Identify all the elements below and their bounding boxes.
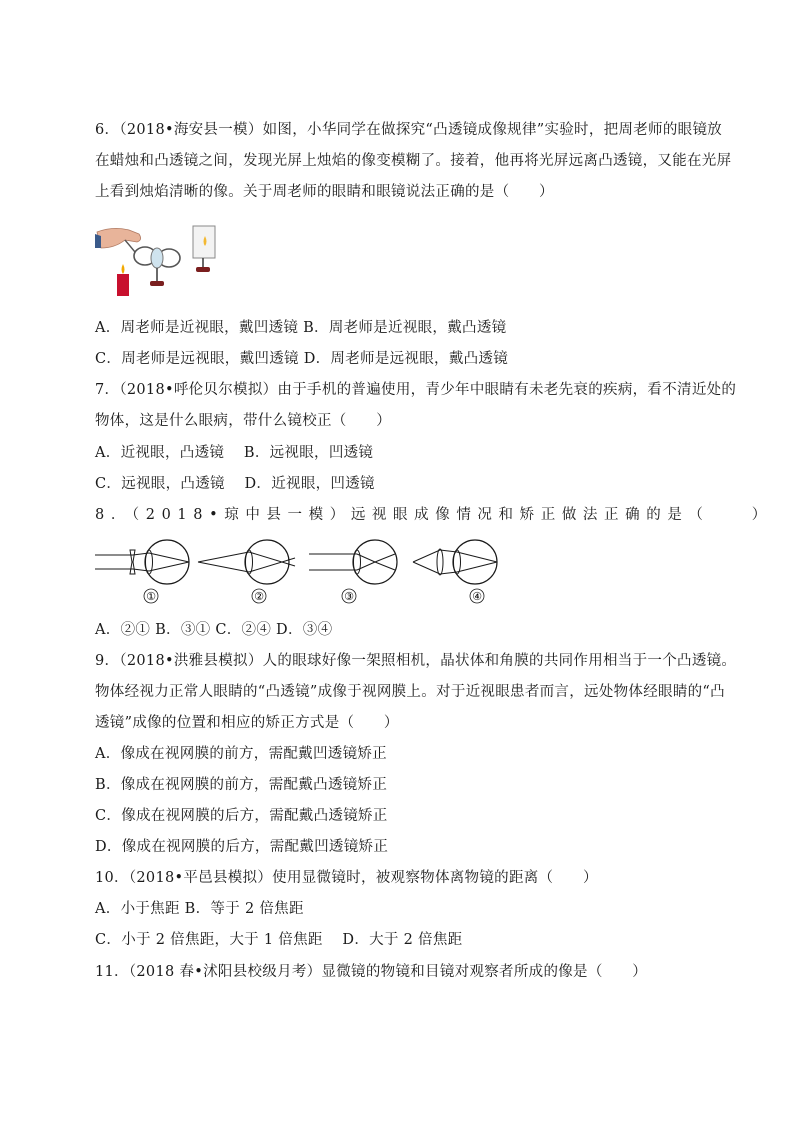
screen-stand-icon	[196, 267, 210, 272]
convex-lens-icon	[437, 549, 443, 575]
crystalline-lens-icon	[454, 550, 461, 574]
crystalline-lens-icon	[246, 550, 253, 574]
q9-option-c: C．像成在视网膜的后方，需配戴凸透镜矫正	[95, 808, 388, 824]
q9-option-d: D．像成在视网膜的后方，需配戴凹透镜矫正	[95, 839, 389, 855]
q10-options-cd: C．小于 2 倍焦距，大于 1 倍焦距 D．大于 2 倍焦距	[95, 932, 463, 948]
eyeball-icon	[453, 540, 497, 584]
q6-stem-line-1: 6．（2018•海安县一模）如图，小华同学在做探究“凸透镜成像规律”实验时，把周老师的眼镜放	[95, 122, 723, 138]
q9-stem-line-3: 透镜”成像的位置和相应的矫正方式是（ ）	[95, 715, 399, 731]
candle-icon	[117, 274, 129, 296]
q9-stem-line-1: 9．（2018•洪雅县模拟）人的眼球好像一架照相机，晶状体和角膜的共同作用相当于一个凸透镜。	[95, 653, 737, 669]
q6-options-cd: C．周老师是远视眼，戴凹透镜 D．周老师是远视眼，戴凸透镜	[95, 351, 509, 367]
eyeball-icon	[145, 540, 189, 584]
convex-lens-icon	[151, 248, 163, 268]
q6-stem-line-3: 上看到烛焰清晰的像。关于周老师的眼睛和眼镜说法正确的是（ ）	[95, 184, 554, 200]
eye-diagram-4	[413, 540, 497, 603]
q6-options-ab: A．周老师是近视眼，戴凹透镜 B．周老师是近视眼，戴凸透镜	[95, 320, 507, 336]
q9-option-b: B．像成在视网膜的前方，需配戴凸透镜矫正	[95, 777, 388, 793]
concave-lens-icon	[130, 550, 135, 574]
diagram-label-4: ④	[472, 590, 482, 603]
eye-diagram-1	[95, 540, 189, 603]
q8-eye-diagrams	[95, 536, 505, 610]
q9-option-a: A．像成在视网膜的前方，需配戴凹透镜矫正	[95, 746, 387, 762]
q6-experiment-figure	[95, 218, 225, 302]
diagram-label-2: ②	[254, 590, 264, 603]
diagram-label-1: ①	[146, 590, 156, 603]
hand-icon	[97, 228, 141, 248]
q8-stem: 8．（2018•琼中县一模）远视眼成像情况和矫正做法正确的是（ ）	[95, 507, 773, 523]
q7-stem-line-1: 7．（2018•呼伦贝尔模拟）由于手机的普遍使用，青少年中眼睛有未老先衰的疾病，看不清近处的	[95, 382, 737, 398]
lens-stand-icon	[150, 281, 164, 286]
q11-stem: 11．（2018 春•沭阳县校级月考）显微镜的物镜和目镜对观察者所成的像是（ ）	[95, 964, 648, 980]
q7-options-cd: C．远视眼，凸透镜 D．近视眼，凹透镜	[95, 476, 375, 492]
diagram-label-3: ③	[344, 590, 354, 603]
q7-options-ab: A．近视眼，凸透镜 B．远视眼，凹透镜	[95, 445, 374, 461]
q9-stem-line-2: 物体经视力正常人眼睛的“凸透镜”成像于视网膜上。对于近视眼患者而言，远处物体经眼睛的“凸	[95, 684, 725, 700]
eye-diagram-2	[198, 540, 295, 603]
sleeve-icon	[95, 234, 101, 248]
q8-options: A．②① B．③① C．②④ D．③④	[95, 622, 333, 638]
flame-icon	[122, 264, 125, 274]
q7-stem-line-2: 物体，这是什么眼病，带什么镜校正（ ）	[95, 413, 391, 429]
q10-stem: 10．（2018•平邑县模拟）使用显微镜时，被观察物体离物镜的距离（ ）	[95, 870, 598, 886]
q6-stem-line-2: 在蜡烛和凸透镜之间，发现光屏上烛焰的像变模糊了。接着，他再将光屏远离凸透镜，又能在光屏	[95, 153, 732, 169]
eye-diagram-3	[309, 540, 397, 603]
q10-options-ab: A．小于焦距 B．等于 2 倍焦距	[95, 901, 304, 917]
